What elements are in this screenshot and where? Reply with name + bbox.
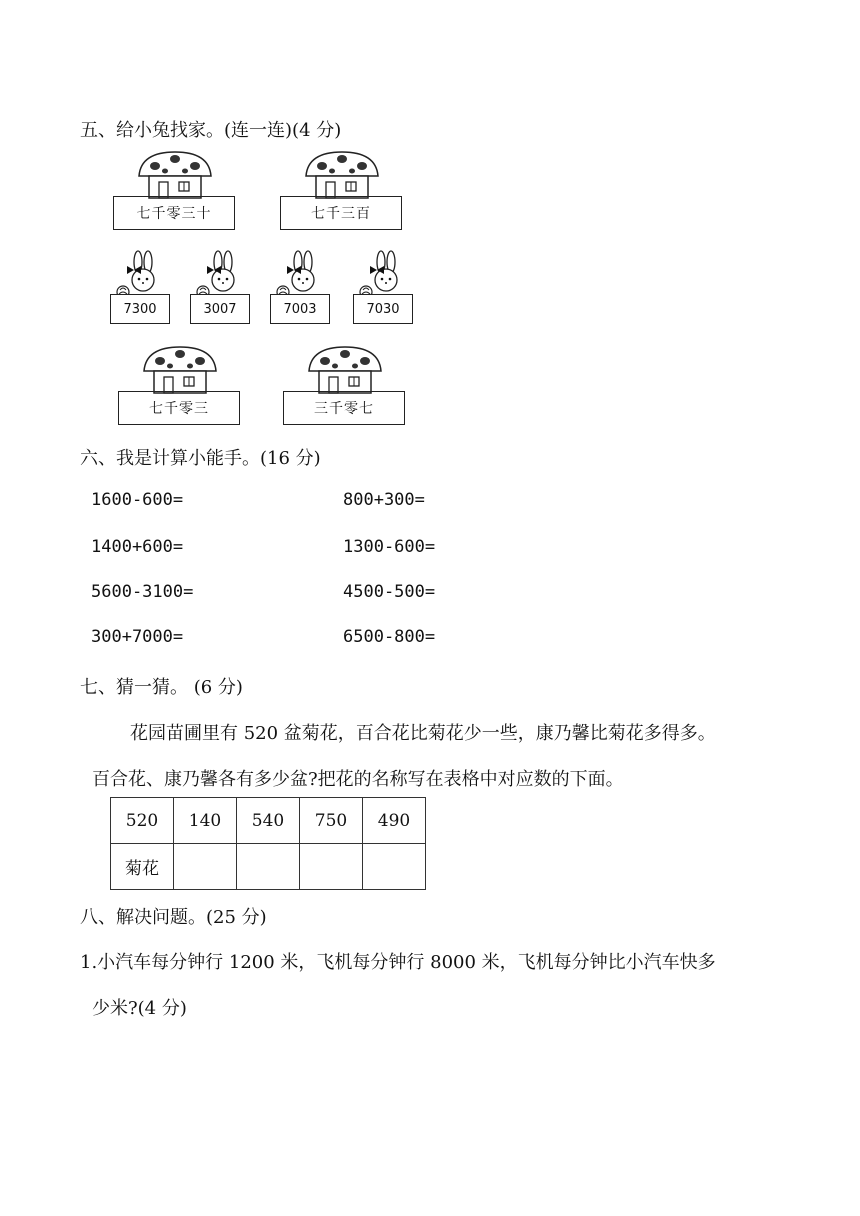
house-sign: 七千零三十 xyxy=(113,196,235,230)
calc-left-2: 1400+600= xyxy=(91,537,184,557)
table-cell-number: 520 xyxy=(111,798,174,844)
section-7-text-line-2: 百合花、康乃馨各有多少盆?把花的名称写在表格中对应数的下面。 xyxy=(92,769,624,790)
rabbit-3[interactable] xyxy=(270,250,332,328)
rabbit-1[interactable] xyxy=(110,250,172,328)
house-2[interactable] xyxy=(280,150,404,230)
guess-table xyxy=(110,797,426,890)
table-row-names xyxy=(111,844,426,890)
house-sign: 三千零七 xyxy=(283,391,405,425)
rabbit-icon xyxy=(357,250,411,300)
house-4[interactable] xyxy=(283,345,407,425)
calc-left-4: 300+7000= xyxy=(91,627,184,647)
house-3[interactable] xyxy=(118,345,242,425)
table-cell-name: 菊花 xyxy=(111,844,174,890)
table-row-numbers xyxy=(111,798,426,844)
house-sign: 七千零三 xyxy=(118,391,240,425)
table-cell-answer[interactable] xyxy=(363,844,426,890)
table-cell-answer[interactable] xyxy=(174,844,237,890)
table-cell-answer[interactable] xyxy=(300,844,363,890)
mushroom-house-icon xyxy=(138,345,222,395)
table-cell-number: 140 xyxy=(174,798,237,844)
table-cell-number: 540 xyxy=(237,798,300,844)
question-1-line-2: 少米?(4 分) xyxy=(92,998,187,1019)
rabbit-icon xyxy=(114,250,168,300)
section-5-heading: 五、给小兔找家。(连一连)(4 分) xyxy=(80,120,342,141)
section-8-heading: 八、解决问题。(25 分) xyxy=(80,907,267,928)
calc-left-1: 1600-600= xyxy=(91,490,184,510)
mushroom-house-icon xyxy=(300,150,384,200)
rabbit-icon xyxy=(194,250,248,300)
rabbit-4[interactable] xyxy=(353,250,415,328)
calc-right-3: 4500-500= xyxy=(343,582,436,602)
calc-right-4: 6500-800= xyxy=(343,627,436,647)
rabbit-number-card: 7300 xyxy=(110,294,170,324)
rabbit-number-card: 7003 xyxy=(270,294,330,324)
table-cell-number: 750 xyxy=(300,798,363,844)
question-1-line-1: 1.小汽车每分钟行 1200 米，飞机每分钟行 8000 米，飞机每分钟比小汽车快多 xyxy=(80,952,716,973)
mushroom-house-icon xyxy=(133,150,217,200)
house-1[interactable] xyxy=(113,150,237,230)
mushroom-house-icon xyxy=(303,345,387,395)
calc-right-1: 800+300= xyxy=(343,490,425,510)
rabbit-2[interactable] xyxy=(190,250,252,328)
table-cell-number: 490 xyxy=(363,798,426,844)
rabbit-number-card: 3007 xyxy=(190,294,250,324)
calc-right-2: 1300-600= xyxy=(343,537,436,557)
section-7-heading: 七、猜一猜。 (6 分) xyxy=(80,677,243,698)
house-sign: 七千三百 xyxy=(280,196,402,230)
calc-left-3: 5600-3100= xyxy=(91,582,194,602)
rabbit-icon xyxy=(274,250,328,300)
section-7-text-line-1: 花园苗圃里有 520 盆菊花，百合花比菊花少一些，康乃馨比菊花多得多。 xyxy=(130,723,716,744)
rabbit-number-card: 7030 xyxy=(353,294,413,324)
table-cell-answer[interactable] xyxy=(237,844,300,890)
section-6-heading: 六、我是计算小能手。(16 分) xyxy=(80,448,321,469)
